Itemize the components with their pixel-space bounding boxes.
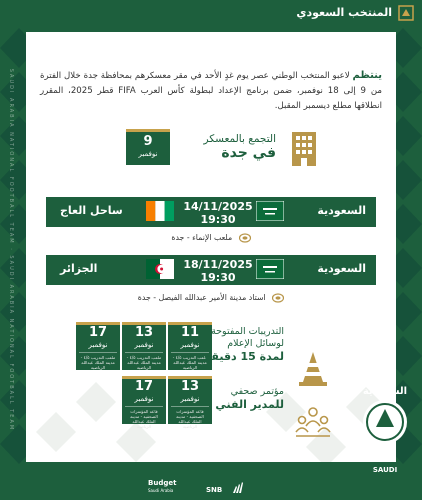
match-2-away: الجزائر — [60, 262, 98, 275]
press-label — [215, 386, 284, 412]
training-label-line2: لوسائل الإعلام — [227, 338, 284, 349]
match-1-venue — [66, 233, 356, 243]
training-label — [205, 326, 284, 364]
press-day-2-note: قاعة المؤتمرات الصحفية - مدينة الملك عبدالله الرياضية — [125, 406, 163, 429]
training-day-3-num: 17 — [88, 325, 108, 340]
crest-english-label: SAUDI — [372, 466, 398, 474]
training-day-1-month: نوفمبر — [180, 341, 200, 349]
camp-label-line2: في جدة — [221, 145, 276, 161]
match-2-venue — [66, 293, 356, 303]
intro-paragraph — [40, 68, 382, 114]
camp-day: 9 — [143, 134, 153, 149]
camp-label-line1: التجمع بالمعسكر — [203, 133, 276, 145]
budget-sponsor-logo — [148, 480, 176, 494]
building-icon — [286, 128, 322, 168]
training-day-2-note: ملعب التدريب ٤/٥ - مدينة الملك عبدالله الرياضية — [125, 352, 163, 370]
training-label-line1: التدريبات المفتوحة — [211, 326, 284, 337]
training-day-1-num: 11 — [180, 325, 200, 340]
press-day-2-num: 17 — [134, 379, 154, 394]
press-day-2-month: نوفمبر — [134, 395, 154, 403]
algeria-flag-icon — [146, 259, 174, 279]
press-label-line2: للمدير الفني — [215, 398, 284, 411]
intro-body: لاعبو المنتخب الوطني عصر يوم غدٍ الأحد في مقر معسكرهم بمحافظة جدة خلال الفترة من 9 إلى 18 نوفمبر، ضمن برنامج الإعداد لبطولة كأس العرب FIFA قطر 2025، المقرر انطلاقها مطلع ديسمبر المقبل. — [40, 71, 382, 111]
match-1-venue-text: ملعب الإنماء - جدة — [171, 233, 233, 242]
press-day-2 — [122, 376, 166, 429]
stadium-icon — [239, 233, 251, 243]
match-bar-2 — [46, 255, 376, 285]
intro-lead: ينتظم — [352, 70, 382, 81]
press-day-1-num: 13 — [180, 379, 200, 394]
training-day-1-note: ملعب التدريب ٤/٥ - مدينة الملك عبدالله الرياضية — [171, 352, 209, 370]
match-bar-1 — [46, 197, 376, 227]
camp-month: نوفمبر — [138, 150, 158, 158]
press-audience-icon — [294, 404, 332, 440]
footer-bar — [0, 462, 422, 500]
match-1-time: 19:30 — [200, 213, 236, 226]
press-day-1-note: قاعة المؤتمرات الصحفية - مدينة الملك عبدالله الرياضية — [171, 406, 209, 429]
press-label-line1: مؤتمر صحفي — [230, 386, 284, 397]
budget-sponsor-sub: Saudi Arabia — [148, 488, 174, 493]
saff-crest — [356, 386, 414, 474]
top-bar — [0, 0, 422, 26]
team-logo-icon — [398, 5, 414, 21]
press-day-1-month: نوفمبر — [180, 395, 200, 403]
side-vertical-text: SAUDI ARABIA NATIONAL FOOTBALL TEAM · SAUDI ARABIA NATIONAL FOOTBALL TEAM — [8, 68, 15, 432]
saff-logo-icon — [356, 397, 414, 447]
header-title: المنتخب السعودي — [296, 6, 392, 19]
budget-sponsor-text: Budget — [148, 479, 177, 487]
training-day-3-month: نوفمبر — [88, 341, 108, 349]
match-2-home: السعودية — [317, 262, 366, 275]
press-day-1 — [168, 376, 212, 429]
training-day-3-note: ملعب التدريب ٤/٥ - مدينة الملك عبدالله الرياضية — [79, 352, 117, 370]
training-day-2-num: 13 — [134, 325, 154, 340]
ivory-coast-flag-icon — [146, 201, 174, 221]
match-1-date: 14/11/2025 — [183, 200, 253, 213]
match-2-date: 18/11/2025 — [183, 258, 253, 271]
match-1-away: ساحل العاج — [60, 204, 123, 217]
camp-date-box — [126, 129, 170, 165]
match-2-venue-text: استاد مدينة الأمير عبدالله الفيصل - جدة — [137, 293, 266, 302]
crest-arabic-label: السعودية — [362, 386, 408, 397]
content-card — [26, 32, 396, 462]
traffic-cone-icon — [296, 350, 330, 390]
training-day-2-month: نوفمبر — [134, 341, 154, 349]
training-day-3 — [76, 322, 120, 370]
stadium-icon — [272, 293, 284, 303]
training-label-line3: لمدة 15 دقيقة — [204, 350, 284, 363]
match-2-time: 19:30 — [200, 271, 236, 284]
adidas-logo-icon — [232, 482, 244, 494]
camp-label — [204, 133, 276, 161]
snb-sponsor-logo: SNB — [206, 486, 223, 494]
match-1-home: السعودية — [317, 204, 366, 217]
training-day-2 — [122, 322, 166, 370]
